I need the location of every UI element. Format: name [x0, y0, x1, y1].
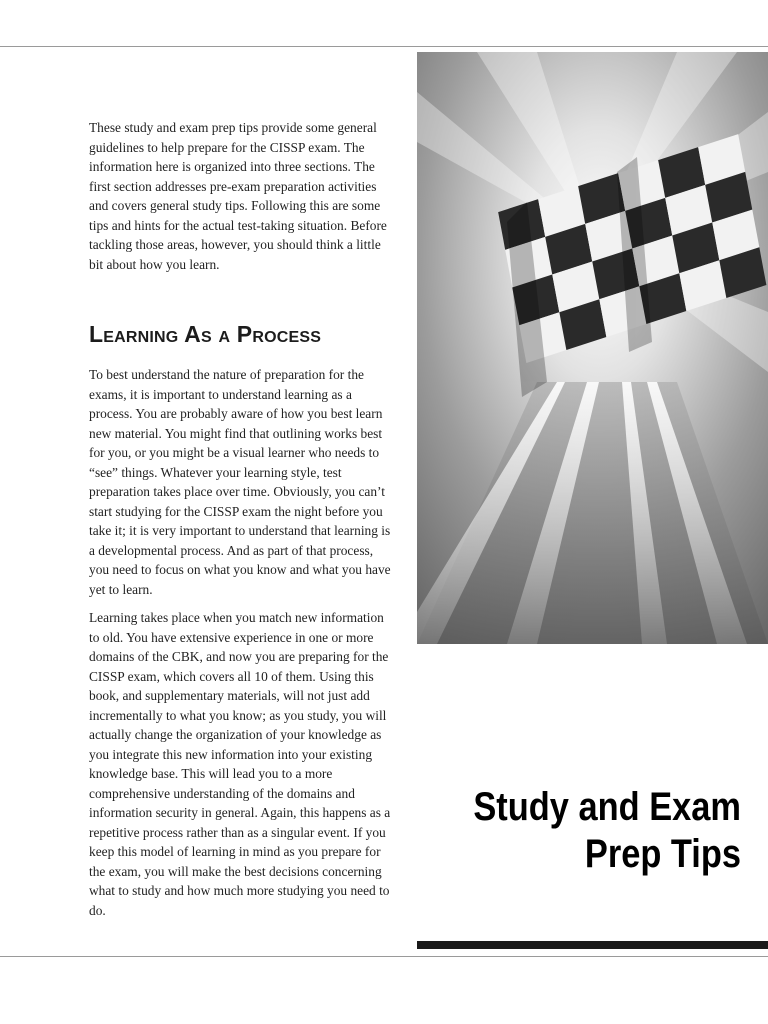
body-paragraph-2: Learning takes place when you match new information to old. You have extensive experience in one or more domains of the CBK, and now you are preparing for the CISSP exam, which covers all 10 of them. Using this book, and supplementary materials, will not just add incrementally to what you know; as you study, you will actually change the organization of your knowledge as you integrate this new information into your existing knowledge base. This will lead you to a more comprehensive understanding of the domains and information security in general. Again, this happens as a repetitive process rather than as a singular event. If you keep this model of learning in mind as you prepare for the exam, you will make the best decisions concerning what to study and how much more studying you need to do.: [89, 610, 391, 918]
body-column: [89, 118, 391, 929]
chapter-title-line-1: Study and Exam: [473, 785, 741, 829]
chapter-title: [449, 784, 741, 878]
bottom-rule: [0, 956, 768, 957]
chapter-title-line-2: Prep Tips: [584, 832, 741, 876]
checkered-flag-photo: [417, 52, 768, 644]
body-paragraph-1: To best understand the nature of preparation for the exams, it is important to understand learning as a process. You are probably aware of how you best learn new material. You might find that outlining works best for you, or you might be a visual learner who needs to “see” things. Whatever your learning style, test preparation takes place over time. Obviously, you can’t start studying for the CISSP exam the night before you take it; it is very important to understand that learning is a developmental process. And as part of that process, you need to focus on what you know and what you have yet to learn.: [89, 367, 391, 597]
checkered-flag-icon: [417, 52, 768, 644]
section-heading: Learning As a Process: [89, 321, 322, 347]
top-rule: [0, 46, 768, 47]
intro-paragraph: These study and exam prep tips provide some general guidelines to help prepare for the CISSP exam. The information here is organized into three sections. The first section addresses pre-exam preparation activities and covers general study tips. Following this are some tips and hints for the actual test-taking situation. Before tackling those areas, however, you should think a little bit about how you learn.: [89, 120, 387, 272]
title-underline-bar: [417, 941, 768, 949]
